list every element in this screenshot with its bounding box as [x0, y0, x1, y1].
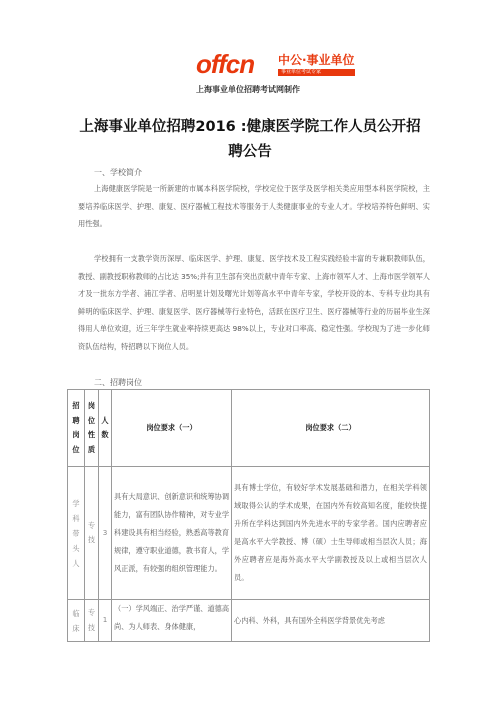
cell-count: 1 [99, 600, 112, 642]
table-row [68, 467, 430, 600]
header-nature: 岗位性质 [85, 390, 99, 467]
header-post: 招聘岗位 [68, 390, 85, 467]
positions-table [67, 389, 430, 642]
cell-post: 学科带头人 [68, 467, 85, 600]
header-req-1: 岗位要求（一） [112, 390, 232, 467]
cell-count: 3 [99, 467, 112, 600]
intro-paragraph-2: 学校拥有一支教学资历深厚、临床医学、护理、康复、医学技术及工程实践经验丰富的专兼职教师队伍，教授、副教授职称教师的占比达 35%;并有卫生部有突出贡献中青年专家、上海市领军人才、上海市医学领军人才及一批东方学者、浦江学者、启明星计划及曙光计划等高水平中青年专家，学校开设的本、专科专业均具有鲜明的临床医学、护理、康复医学、医疗器械等行业特色，活跃在医疗卫生、医疗器械等行业的历届毕业生深得用人单位欢迎，近三年学生就业率持续更高达 98%以上，专业对口率高、稳定性强。学校现为了进一步化师资队伍结构，特招聘以下岗位人员。 [78, 254, 430, 351]
cell-post: 临床 [68, 600, 85, 642]
section-heading-positions: 二、招聘岗位 [94, 378, 142, 387]
cell-req-1: 具有大局意识、创新意识和统筹协调能力，富有团队协作精神，对专业学科建设具有相当经验，熟悉高等教育规律，遵守职业道德，教书育人，学风正派，有较强的组织管理能力。 [112, 467, 232, 600]
table-header-row [68, 390, 430, 467]
header-count: 人数 [99, 390, 112, 467]
header-req-2: 岗位要求（二） [232, 390, 430, 467]
header-subtitle: 上海事业单位招聘考试网制作 [196, 85, 300, 94]
cell-nature: 专技 [85, 467, 99, 600]
offcn-logo [196, 49, 355, 79]
table-row [68, 600, 430, 642]
cell-req-2: 具有博士学位，有较好学术发展基础和潜力，在相关学科领域取得公认的学术成果，在国内外有较高知名度，能较快提升所在学科达到国内外先进水平的专家学者。国内应聘者应是高水平大学教授、博（硕）士生导师或相当层次人员；海外应聘者应是海外高水平大学副教授及以上或相当层次人员。 [232, 467, 430, 600]
logo-wordmark: offcn [196, 49, 255, 79]
section-heading-intro: 一、学校简介 [94, 168, 142, 177]
cell-req-2: 心内科、外科，具有国外全科医学背景优先考虑 [232, 600, 430, 642]
cell-nature: 专技 [85, 600, 99, 642]
logo-chinese-name: 中公·事业单位 [278, 53, 355, 67]
cell-req-1: （一）学风端正、治学严谨、道德高尚、为人师表、身体健康， [112, 600, 232, 642]
intro-paragraph-1: 上海健康医学院是一所新建的市属本科医学院校，学校定位于医学及医学相关类应用型本科医学院校，主要培养临床医学、护理、康复、医疗器械工程技术等服务于人类健康事业的专业人才。学校培养特色鲜明、实用性强。 [78, 184, 430, 229]
page-title [70, 115, 430, 165]
title-line-1: 上海事业单位招聘2016 :健康医学院工作人员公开招 [79, 119, 421, 135]
title-line-2: 聘公告 [228, 144, 272, 160]
logo-brand-block [278, 53, 355, 76]
logo-tagline: 事业单位考试专家 [278, 69, 355, 76]
